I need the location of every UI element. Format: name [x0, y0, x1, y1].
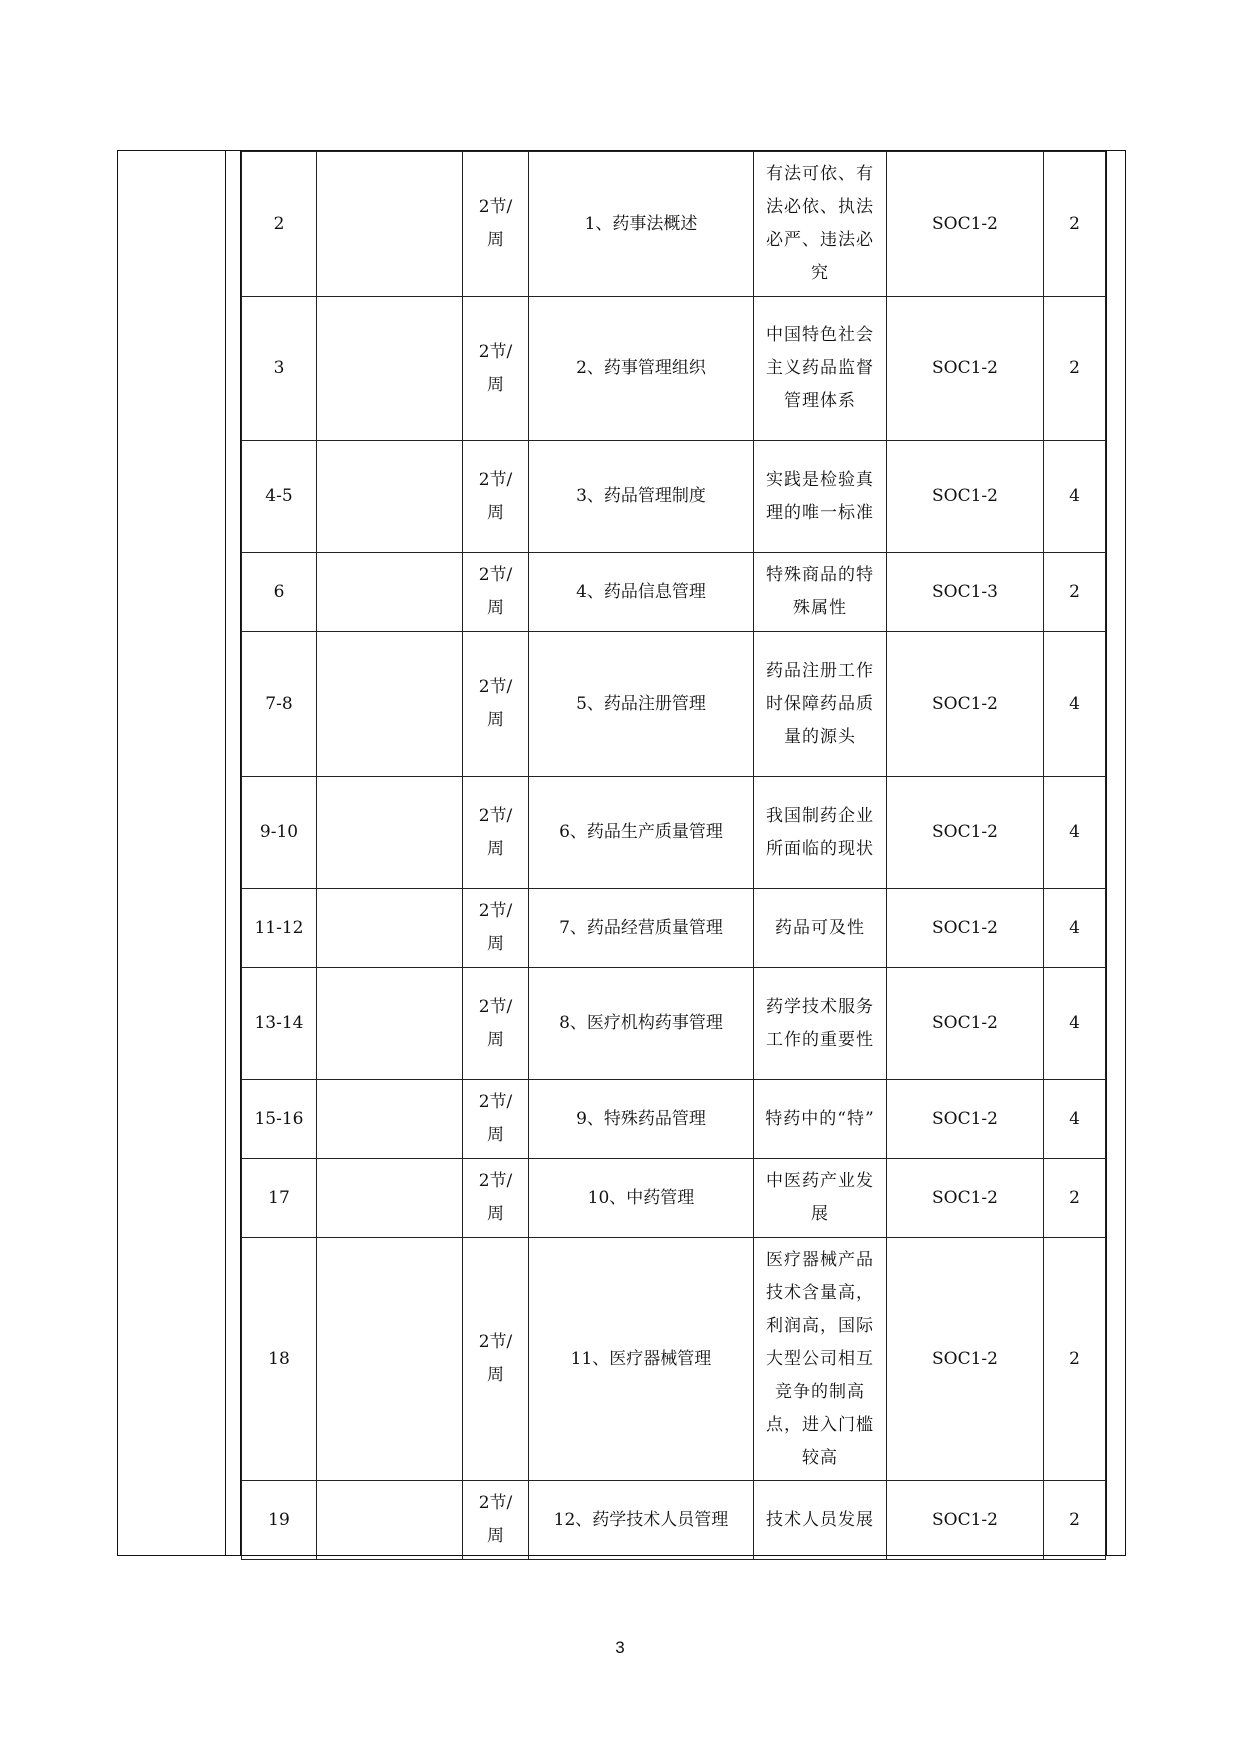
periods-cell — [1044, 1481, 1106, 1560]
ideology-cell — [754, 777, 887, 889]
ideology-cell — [754, 297, 887, 441]
table-row — [242, 1159, 1106, 1238]
teacher-cell — [317, 889, 463, 968]
teacher-cell — [317, 777, 463, 889]
week-cell — [242, 968, 317, 1080]
ideology-cell-text: 我国制药企业所面临的现状 — [766, 805, 874, 859]
hours-cell — [463, 777, 529, 889]
content-cell-text: 4、药品信息管理 — [576, 581, 706, 602]
periods-cell-text: 4 — [1069, 693, 1080, 714]
ideology-cell-text: 技术人员发展 — [766, 1509, 874, 1530]
hours-cell — [463, 1080, 529, 1159]
content-cell — [529, 297, 754, 441]
content-cell-text: 6、药品生产质量管理 — [559, 822, 723, 842]
ideology-cell-text: 中国特色社会主义药品监督管理体系 — [766, 325, 874, 411]
page-number: 3 — [615, 1638, 625, 1657]
ideology-cell-text: 有法可依、有法必依、执法必严、违法必究 — [766, 164, 874, 283]
ideology-cell — [754, 1159, 887, 1238]
ideology-cell — [754, 441, 887, 553]
teacher-cell — [317, 441, 463, 553]
ideology-cell-text: 特殊商品的特殊属性 — [766, 565, 874, 618]
ideology-cell-text: 药品注册工作时保障药品质量的源头 — [766, 660, 874, 747]
table-row — [242, 632, 1106, 777]
ideology-cell-text: 药学技术服务工作的重要性 — [766, 996, 874, 1050]
objective-cell-text: SOC1-3 — [932, 581, 998, 602]
periods-cell-text: 4 — [1069, 1013, 1080, 1033]
objective-cell-text: SOC1-2 — [932, 358, 998, 378]
periods-cell-text: 2 — [1069, 1187, 1080, 1208]
content-cell-text: 12、药学技术人员管理 — [553, 1509, 729, 1530]
hours-cell-text: 2节/周 — [478, 1332, 513, 1385]
week-cell — [242, 889, 317, 968]
schedule-table — [241, 151, 1106, 1560]
objective-cell-text: SOC1-2 — [932, 486, 998, 506]
periods-cell-text: 4 — [1069, 822, 1080, 842]
content-cell — [529, 1080, 754, 1159]
periods-cell — [1044, 441, 1106, 553]
table-row — [242, 553, 1106, 632]
hours-cell-text: 2节/周 — [478, 565, 513, 618]
ideology-cell-text: 实践是检验真理的唯一标准 — [766, 469, 874, 523]
objective-cell-text: SOC1-2 — [932, 1108, 998, 1129]
table-row — [242, 968, 1106, 1080]
table-row — [242, 777, 1106, 889]
week-cell-text: 11-12 — [254, 917, 304, 938]
hours-cell — [463, 553, 529, 632]
content-cell — [529, 1159, 754, 1238]
table-row — [242, 1238, 1106, 1481]
objective-cell — [887, 968, 1044, 1080]
content-cell — [529, 777, 754, 889]
periods-cell — [1044, 632, 1106, 777]
table-row — [242, 1481, 1106, 1560]
periods-cell — [1044, 297, 1106, 441]
hours-cell — [463, 968, 529, 1080]
content-cell-text: 7、药品经营质量管理 — [559, 917, 723, 938]
table-row — [242, 889, 1106, 968]
week-cell — [242, 152, 317, 297]
objective-cell — [887, 152, 1044, 297]
week-cell — [242, 297, 317, 441]
ideology-cell-text: 特药中的“特” — [765, 1108, 875, 1129]
week-cell — [242, 1238, 317, 1481]
week-cell-text: 17 — [268, 1187, 290, 1208]
content-cell-text: 9、特殊药品管理 — [576, 1108, 706, 1129]
table-row — [242, 441, 1106, 553]
ideology-cell — [754, 889, 887, 968]
week-cell-text: 3 — [273, 358, 285, 378]
objective-cell — [887, 553, 1044, 632]
content-cell-text: 1、药事法概述 — [584, 213, 698, 234]
right-column-divider — [1106, 150, 1107, 1556]
content-cell — [529, 553, 754, 632]
periods-cell — [1044, 889, 1106, 968]
hours-cell-text: 2节/周 — [478, 996, 513, 1050]
week-cell-text: 15-16 — [254, 1108, 304, 1129]
hours-cell-text: 2节/周 — [478, 341, 513, 395]
week-cell — [242, 1159, 317, 1238]
objective-cell — [887, 297, 1044, 441]
teacher-cell — [317, 1238, 463, 1481]
objective-cell — [887, 1159, 1044, 1238]
ideology-cell — [754, 1080, 887, 1159]
week-cell — [242, 553, 317, 632]
periods-cell-text: 2 — [1069, 358, 1080, 378]
content-cell — [529, 1238, 754, 1481]
periods-cell — [1044, 1159, 1106, 1238]
teacher-cell — [317, 1481, 463, 1560]
content-cell-text: 2、药事管理组织 — [576, 358, 706, 378]
week-cell-text: 13-14 — [254, 1013, 304, 1033]
hours-cell — [463, 889, 529, 968]
week-cell-text: 4-5 — [265, 486, 293, 506]
periods-cell-text: 2 — [1069, 581, 1080, 602]
periods-cell — [1044, 553, 1106, 632]
teacher-cell — [317, 1080, 463, 1159]
hours-cell — [463, 152, 529, 297]
teacher-cell — [317, 632, 463, 777]
periods-cell — [1044, 777, 1106, 889]
table-row — [242, 297, 1106, 441]
content-cell — [529, 632, 754, 777]
content-cell-text: 5、药品注册管理 — [576, 693, 706, 714]
hours-cell — [463, 1481, 529, 1560]
content-cell-text: 11、医疗器械管理 — [570, 1348, 712, 1369]
objective-cell — [887, 1238, 1044, 1481]
ideology-cell — [754, 632, 887, 777]
week-cell-text: 9-10 — [259, 822, 299, 842]
objective-cell-text: SOC1-2 — [932, 917, 998, 938]
periods-cell — [1044, 1080, 1106, 1159]
objective-cell — [887, 441, 1044, 553]
teacher-cell — [317, 968, 463, 1080]
ideology-cell — [754, 968, 887, 1080]
table-row — [242, 1080, 1106, 1159]
objective-cell — [887, 1080, 1044, 1159]
objective-cell — [887, 889, 1044, 968]
objective-cell-text: SOC1-2 — [932, 213, 998, 234]
hours-cell — [463, 1159, 529, 1238]
content-cell — [529, 968, 754, 1080]
periods-cell-text: 2 — [1069, 213, 1080, 234]
teacher-cell — [317, 1159, 463, 1238]
objective-cell-text: SOC1-2 — [932, 1348, 998, 1369]
periods-cell-text: 2 — [1069, 1348, 1080, 1369]
ideology-cell-text: 药品可及性 — [775, 917, 865, 938]
periods-cell-text: 4 — [1069, 1108, 1080, 1129]
objective-cell-text: SOC1-2 — [932, 822, 998, 842]
week-cell — [242, 1481, 317, 1560]
hours-cell-text: 2节/周 — [478, 197, 513, 250]
ideology-cell-text: 中医药产业发展 — [766, 1171, 874, 1224]
teacher-cell — [317, 553, 463, 632]
hours-cell-text: 2节/周 — [478, 677, 513, 730]
objective-cell-text: SOC1-2 — [932, 693, 998, 714]
teacher-cell — [317, 297, 463, 441]
periods-cell — [1044, 1238, 1106, 1481]
hours-cell-text: 2节/周 — [478, 1092, 513, 1145]
periods-cell — [1044, 968, 1106, 1080]
hours-cell — [463, 632, 529, 777]
content-cell — [529, 889, 754, 968]
week-cell — [242, 632, 317, 777]
hours-cell-text: 2节/周 — [478, 901, 513, 954]
hours-cell-text: 2节/周 — [478, 1171, 513, 1224]
content-cell — [529, 1481, 754, 1560]
week-cell-text: 2 — [273, 213, 285, 234]
periods-cell-text: 4 — [1069, 917, 1080, 938]
week-cell-text: 19 — [268, 1509, 290, 1530]
week-cell — [242, 777, 317, 889]
periods-cell-text: 4 — [1069, 486, 1080, 506]
objective-cell-text: SOC1-2 — [932, 1509, 998, 1530]
objective-cell-text: SOC1-2 — [932, 1013, 998, 1033]
hours-cell — [463, 297, 529, 441]
periods-cell-text: 2 — [1069, 1509, 1080, 1530]
left-column-divider — [225, 150, 226, 1556]
ideology-cell-text: 医疗器械产品技术含量高，利润高，国际大型公司相互竞争的制高点，进入门槛较高 — [766, 1249, 874, 1468]
week-cell-text: 18 — [268, 1348, 290, 1369]
hours-cell-text: 2节/周 — [478, 469, 513, 523]
hours-cell-text: 2节/周 — [478, 805, 513, 859]
content-cell — [529, 441, 754, 553]
week-cell-text: 6 — [273, 581, 285, 602]
content-cell-text: 3、药品管理制度 — [576, 486, 706, 506]
objective-cell — [887, 632, 1044, 777]
objective-cell — [887, 777, 1044, 889]
table-row — [242, 152, 1106, 297]
content-cell — [529, 152, 754, 297]
ideology-cell — [754, 152, 887, 297]
week-cell — [242, 1080, 317, 1159]
content-cell-text: 10、中药管理 — [587, 1187, 695, 1208]
week-cell-text: 7-8 — [265, 693, 293, 714]
ideology-cell — [754, 1238, 887, 1481]
hours-cell — [463, 1238, 529, 1481]
hours-cell-text: 2节/周 — [478, 1493, 513, 1546]
ideology-cell — [754, 553, 887, 632]
teacher-cell — [317, 152, 463, 297]
periods-cell — [1044, 152, 1106, 297]
week-cell — [242, 441, 317, 553]
hours-cell — [463, 441, 529, 553]
content-cell-text: 8、医疗机构药事管理 — [559, 1013, 723, 1033]
objective-cell — [887, 1481, 1044, 1560]
ideology-cell — [754, 1481, 887, 1560]
objective-cell-text: SOC1-2 — [932, 1187, 998, 1208]
